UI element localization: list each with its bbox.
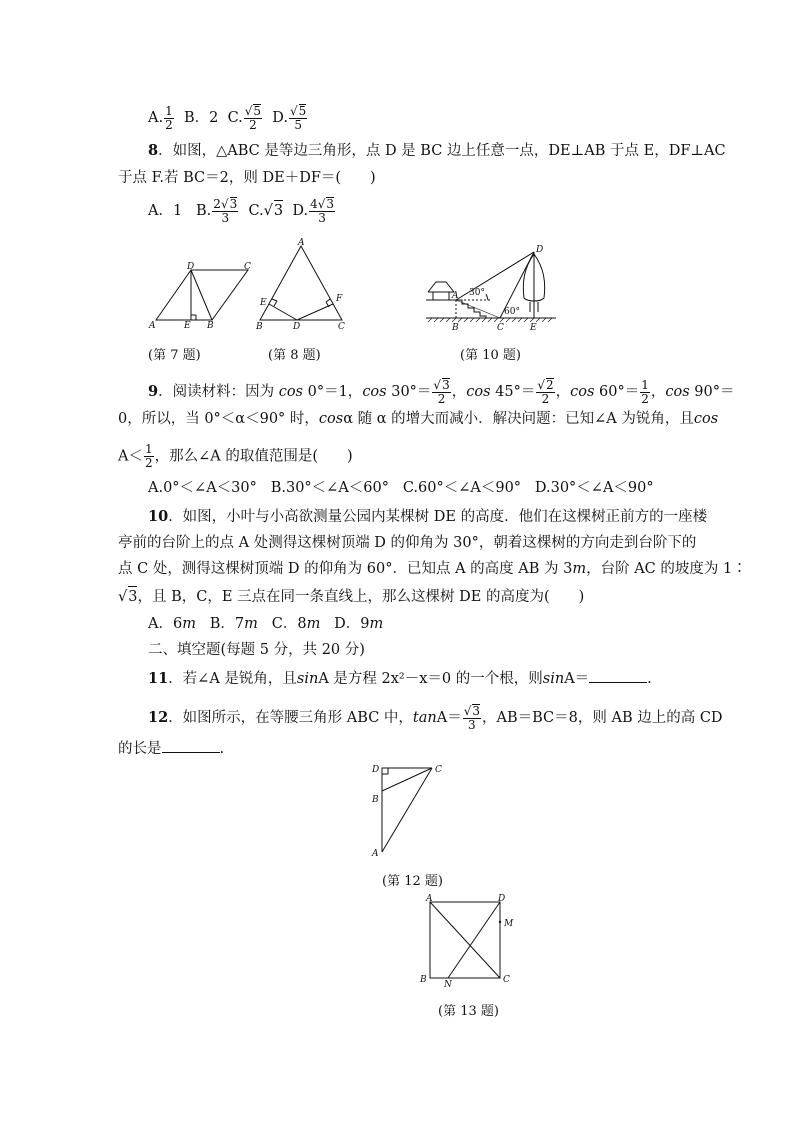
fig10-label-d: D xyxy=(536,245,544,255)
q12-line2: 的长是 . xyxy=(118,738,224,759)
q11-answer-blank[interactable] xyxy=(589,668,647,683)
figure-13 xyxy=(418,892,522,988)
fig10-angle-60: 60° xyxy=(504,307,520,317)
q12-line1: 12．如图所示，在等腰三角形 ABC 中，tanA＝ $\frac{√3}{3}$ ，AB＝BC＝8，则 AB 边上的高 CD xyxy=(148,704,723,732)
section-2-heading: 二、填空题(每题 5 分，共 20 分) xyxy=(148,642,365,658)
q9-line2: 0，所以，当 0°＜α＜90° 时，cosα 随 α 的增大而减小．解决问题：已知∠A 为锐角，且cos xyxy=(118,411,719,427)
fig7-label-e: E xyxy=(184,321,191,331)
fig8-label-c: C xyxy=(338,322,345,332)
q10-line2: 亭前的台阶上的点 A 处测得这棵树顶端 D 的仰角为 30°，朝着这棵树的方向走到台阶下的 xyxy=(118,535,697,551)
fig10-label-e: E xyxy=(530,323,537,333)
fig13-label-b: B xyxy=(420,975,427,985)
fig13-caption: (第 13 题) xyxy=(438,1004,499,1019)
fig8-label-a: A xyxy=(298,238,305,248)
fig12-label-c: C xyxy=(435,765,442,775)
fig10-caption: (第 10 题) xyxy=(460,348,521,363)
fig8-label-b: B xyxy=(256,322,263,332)
fig13-label-a: A xyxy=(426,894,433,904)
fig10-label-c: C xyxy=(497,323,504,333)
fig12-label-a: A xyxy=(372,849,379,859)
fig8-label-e: E xyxy=(260,298,267,308)
fig7-label-a: A xyxy=(149,321,156,331)
q10-line3: 点 C 处，测得这棵树顶端 D 的仰角为 60°．已知点 A 的高度 AB 为 3m，台阶 AC 的坡度为 1∶ xyxy=(118,561,747,577)
q9-options: A.0°＜∠A＜30° B.30°＜∠A＜60° C.60°＜∠A＜90° D.30°＜∠A＜90° xyxy=(148,480,654,496)
fig13-label-c: C xyxy=(503,975,510,985)
figure-8 xyxy=(252,238,352,334)
figure-7 xyxy=(146,262,258,334)
q10-line4: √3，且 B，C，E 三点在同一条直线上，那么这棵树 DE 的高度为( ) xyxy=(118,586,584,607)
fig8-label-d: D xyxy=(293,322,301,332)
fig8-label-f: F xyxy=(336,294,343,304)
q8-line1: 8．如图，△ABC 是等边三角形，点 D 是 BC 边上任意一点，DE⊥AB 于点 E，DF⊥AC xyxy=(148,142,726,159)
fig8-caption: (第 8 题) xyxy=(268,348,321,363)
q8-line2: 于点 F.若 BC＝2，则 DE＋DF＝( ) xyxy=(118,170,376,186)
q7-options: A. $\frac{1}{2}$ B．2 C. $\frac{√5}{2}$ D. $\frac{√5}{5}$ xyxy=(148,103,307,132)
q10-options: A．6m B．7m C．8m D．9m xyxy=(148,616,384,632)
fig13-label-m: M xyxy=(504,919,514,929)
fig10-label-b: B xyxy=(452,323,459,333)
q12-answer-blank[interactable] xyxy=(162,738,220,753)
q9-line1: 9．阅读材料：因为 cos 0°＝1，cos 30°＝ $\frac{√3}{2}$ ，cos 45°＝ $\frac{√2}{2}$ ，cos 60°＝ $\frac{1}{2}$ ，cos 90°＝ xyxy=(148,377,735,406)
fig12-label-d: D xyxy=(372,765,380,775)
fig7-label-c: C xyxy=(244,262,251,272)
fig7-label-d: D xyxy=(187,262,195,272)
figure-12 xyxy=(364,760,454,862)
fig7-caption: (第 7 题) xyxy=(148,348,201,363)
fig13-label-d: D xyxy=(498,894,506,904)
q11: 11．若∠A 是锐角，且sinA 是方程 2x²－x＝0 的一个根，则sinA＝ . xyxy=(148,670,652,687)
fig10-angle-30: 30° xyxy=(469,288,485,298)
figure-10 xyxy=(420,242,560,334)
fig7-label-b: B xyxy=(207,321,214,331)
q8-options: A．1 B. $\frac{2√3}{3}$ C.√3 D. $\frac{4√3}{3}$ xyxy=(148,197,334,225)
q10-line1: 10．如图，小叶与小高欲测量公园内某棵树 DE 的高度．他们在这棵树正前方的一座楼 xyxy=(148,508,708,525)
fig10-label-a: A xyxy=(452,291,459,301)
fig12-label-b: B xyxy=(372,795,379,805)
q9-line3: A＜ $\frac{1}{2}$ ，那么∠A 的取值范围是( ) xyxy=(118,442,353,470)
fig13-label-n: N xyxy=(444,980,452,988)
fig12-caption: (第 12 题) xyxy=(382,874,443,889)
